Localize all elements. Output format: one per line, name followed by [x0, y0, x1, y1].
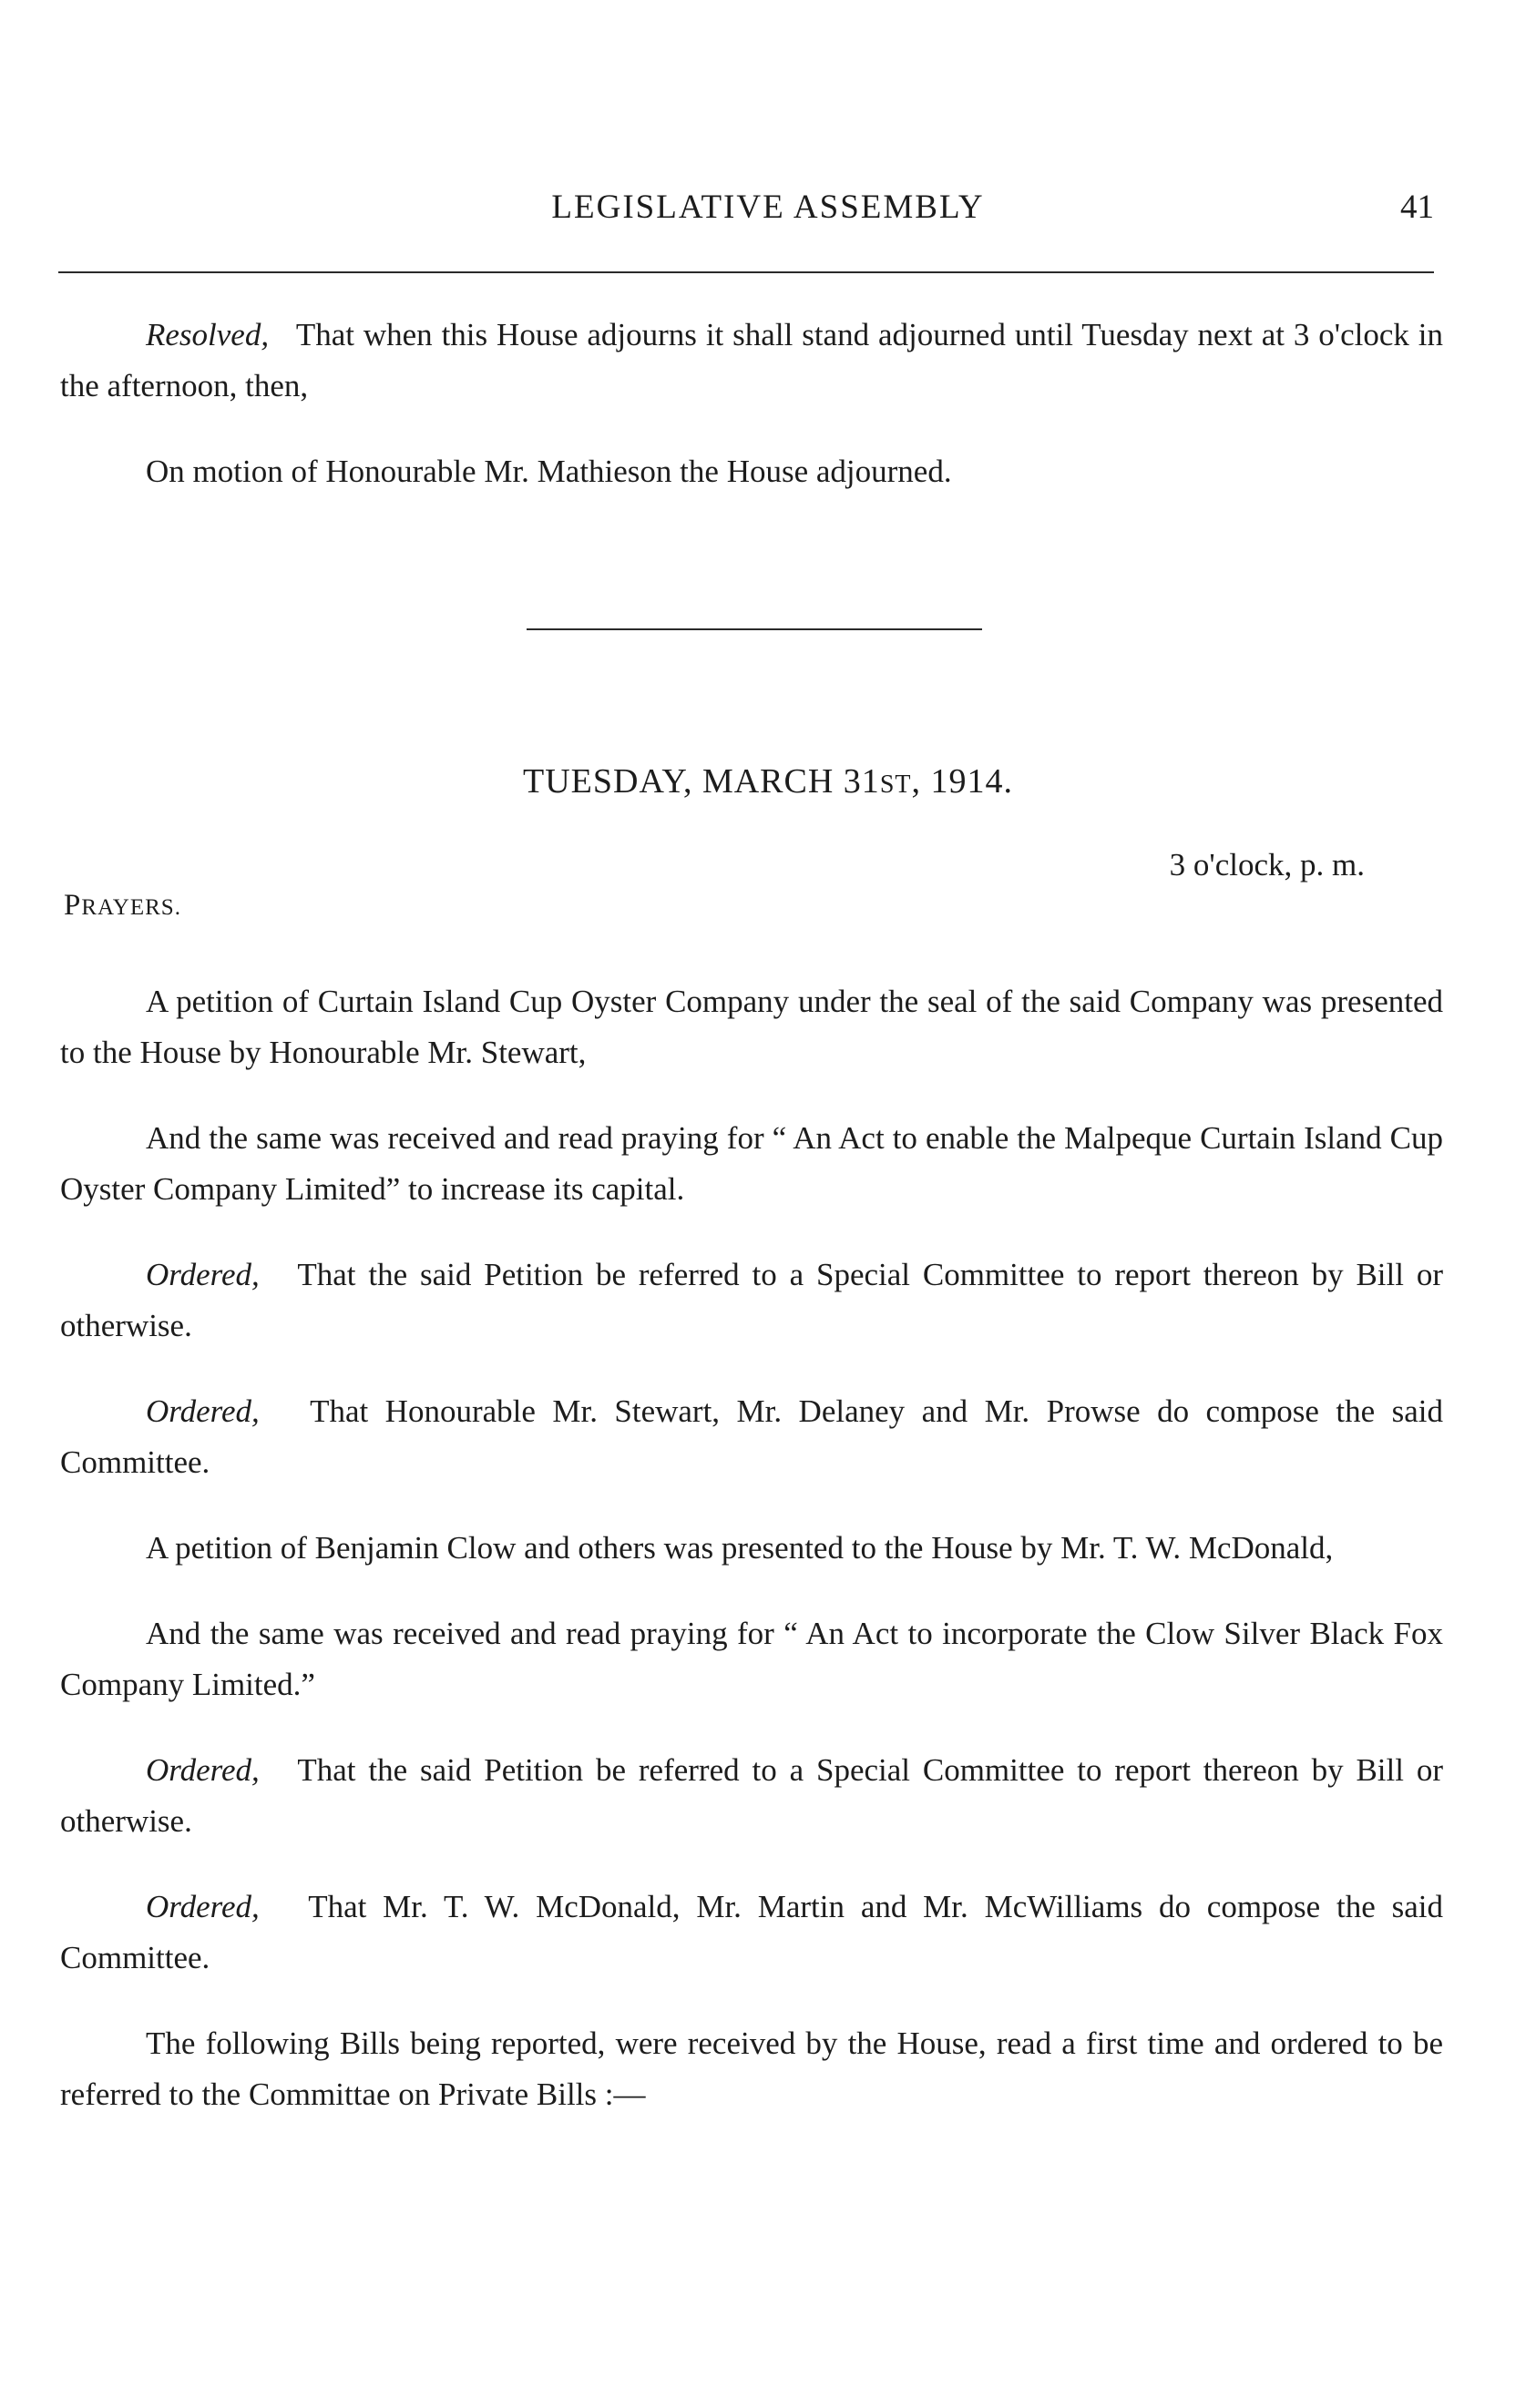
proceedings-paragraph: [60, 976, 1443, 1078]
running-title: LEGISLATIVE ASSEMBLY: [551, 189, 985, 226]
paragraph-text: That Mr. T. W. McDonald, Mr. Martin and Mr. McWilliams do compose the said Committee.: [60, 1889, 1443, 1975]
proceedings-paragraph: [60, 1386, 1443, 1488]
proceedings-paragraph: [60, 2018, 1443, 2120]
prayers-heading: [64, 889, 181, 923]
running-header: [0, 188, 1536, 233]
proceedings-paragraph: [60, 1745, 1443, 1847]
date-suffix: ST: [879, 770, 912, 799]
proceedings-paragraph: [60, 1113, 1443, 1215]
date-prefix: TUESDAY, MARCH 31: [523, 762, 880, 801]
prayers-initial: P: [64, 889, 82, 922]
adjourn-paragraph: [60, 446, 1443, 497]
header-rule: [58, 271, 1434, 273]
adjourn-text: On motion of Honourable Mr. Mathieson the House adjourned.: [146, 454, 952, 489]
sitting-date-heading: [0, 761, 1536, 801]
prayers-rest: RAYERS.: [81, 895, 181, 920]
resolved-text: That when this House adjourns it shall stand adjourned until Tuesday next at 3 o'clock in the afternoon, then,: [60, 317, 1444, 403]
paragraph-text: And the same was received and read praying for “ An Act to incorporate the Clow Silver Black Fox Company Limited.”: [60, 1616, 1443, 1702]
resolved-paragraph: [60, 310, 1443, 412]
top-block: [60, 310, 1443, 497]
proceedings-paragraph: [60, 1523, 1443, 1574]
proceedings-body: [60, 976, 1443, 2155]
paragraph-text: And the same was received and read praying for “ An Act to enable the Malpeque Curtain Island Cup Oyster Company Limited” to increase its capital.: [60, 1120, 1443, 1207]
section-separator: [527, 628, 982, 630]
date-year: , 1914.: [911, 762, 1013, 801]
ordered-word: Ordered,: [146, 1889, 260, 1924]
page-number: 41: [1400, 189, 1434, 226]
paragraph-text: A petition of Curtain Island Cup Oyster Company under the seal of the said Company was presented to the House by Honourable Mr. Stewart,: [60, 984, 1443, 1070]
paragraph-text: That Honourable Mr. Stewart, Mr. Delaney and Mr. Prowse do compose the said Committee.: [60, 1393, 1443, 1480]
resolved-word: Resolved,: [146, 317, 270, 352]
proceedings-paragraph: [60, 1250, 1443, 1352]
ordered-word: Ordered,: [146, 1752, 260, 1788]
proceedings-paragraph: [60, 1608, 1443, 1710]
paragraph-text: A petition of Benjamin Clow and others was presented to the House by Mr. T. W. McDonald,: [146, 1530, 1334, 1566]
paragraph-text: That the said Petition be referred to a Special Committee to report thereon by Bill or otherwise.: [60, 1257, 1443, 1343]
ordered-word: Ordered,: [146, 1393, 260, 1429]
proceedings-paragraph: [60, 1882, 1443, 1984]
paragraph-text: That the said Petition be referred to a Special Committee to report thereon by Bill or otherwise.: [60, 1752, 1443, 1839]
ordered-word: Ordered,: [146, 1257, 260, 1292]
paragraph-text: The following Bills being reported, were received by the House, read a first time and ordered to be referred to the Committae on Private Bills :—: [60, 2025, 1443, 2112]
sitting-time: 3 o'clock, p. m.: [1169, 847, 1365, 883]
